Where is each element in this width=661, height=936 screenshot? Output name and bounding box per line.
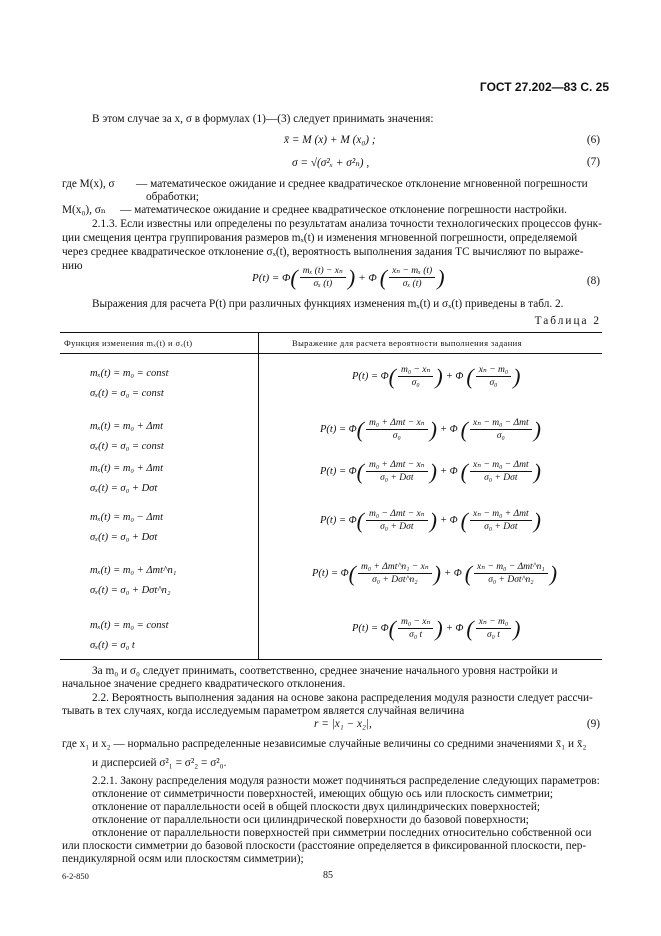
table-row-num2: xₙ − m₀ − Δmt^n₁: [474, 561, 548, 574]
table-row-2-expression: P(t) = Φ ( $\frac{\text{m₀ + Δmt − xₙ}}{\text{σ₀}}$ ) + Φ ( $\frac{\text{xₙ − m₀ − Δmt}}{\text{σ₀}}$ ): [320, 416, 541, 442]
para-2-1-3-line2: ции смещения центра группирования размеров mₓ(t) и изменения мгновенной погрешности, определяемой: [62, 232, 578, 244]
table-row-6-sigma-function: σₓ(t) = σ₀ t: [90, 640, 135, 651]
table-row-num2: xₙ − m₀: [476, 616, 511, 629]
table-row-num1: m₀ − xₙ: [398, 364, 433, 377]
table-row-num1: m₀ + Δmt − xₙ: [366, 417, 428, 430]
para-after-9-line2: и дисперсией σ²₁ = σ²₂ = σ²₀.: [92, 757, 227, 769]
table-row-num1: m₀ − xₙ: [398, 616, 433, 629]
after-table-line2: начальное значение среднего квадратического отклонения.: [62, 678, 346, 690]
table-row-den2: σ₀ + Dσt: [484, 473, 518, 483]
table-row-4-sigma-function: σₓ(t) = σ₀ + Dσt: [90, 532, 158, 543]
intro-text: В этом случае за x, σ в формулах (1)—(3) следует принимать значения:: [92, 113, 434, 125]
table-row-4-m-function: mₓ(t) = m₀ − Δmt: [90, 512, 164, 523]
table-row-p-lhs: P(t) = Φ: [312, 568, 349, 579]
para-2-2-1-line6: или плоскости симметрии до базовой плоскости (расстояние определяется в фиксированной плоскости, пер-: [62, 840, 587, 852]
para-2-1-3-line4: нию: [62, 260, 83, 272]
table-row-2-m-function: mₓ(t) = m₀ + Δmt: [90, 421, 164, 432]
formula-8-lhs: P(t) = Φ: [252, 271, 291, 284]
table-row-plus: + Φ: [439, 466, 458, 477]
table-row-den1: σ₀: [411, 378, 420, 388]
table-row-4-expression: P(t) = Φ ( $\frac{\text{m₀ − Δmt − xₙ}}{\text{σ₀ + Dσt}}$ ) + Φ ( $\frac{\text{xₙ − m₀ + Δmt}}{\text{σ₀ + Dσt}}$ ): [320, 507, 541, 533]
table-row-den2: σ₀ t: [486, 630, 500, 640]
para-2-2-line2: тывать в тех случаях, когда исследуемым параметром является случайная величина: [62, 705, 465, 717]
table-row-p-lhs: P(t) = Φ: [320, 466, 357, 477]
table-bottom-border: [60, 659, 602, 660]
table-row-5-sigma-function: σₓ(t) = σ₀ + Dσt^n₂: [90, 585, 171, 596]
table-header-border: [60, 353, 602, 354]
table-caption: Таблица 2: [534, 315, 601, 327]
page-header: ГОСТ 27.202—83 С. 25: [479, 80, 609, 94]
formula-8-den1: σₓ (t): [313, 279, 333, 289]
formula-8: P(t) = Φ ( $\frac{\text{mₓ (t) − xₙ}}{\text{σₓ (t)}}$ ) + Φ ( $\frac{\text{xₙ − mₓ (t)}}{\text{σₓ (t)}}$ ): [252, 264, 445, 290]
table-row-6-expression: P(t) = Φ ( $\frac{\text{m₀ − xₙ}}{\text{σ₀ t}}$ ) + Φ ( $\frac{\text{xₙ − m₀}}{\text{σ₀ t}}$ ): [352, 615, 521, 641]
table-row-den2: σ₀: [489, 378, 498, 388]
after-table-line1: За m₀ и σ₀ следует принимать, соответственно, среднее значение начального уровня настройки и: [92, 665, 558, 677]
formula-8-plus: + Φ: [358, 271, 377, 284]
table-row-den1: σ₀ + Dσt: [380, 473, 414, 483]
table-row-num1: m₀ + Δmt − xₙ: [366, 459, 428, 472]
formula-8-num1: mₓ (t) − xₙ: [300, 265, 346, 278]
table-row-den1: σ₀ + Dσt: [380, 522, 414, 532]
table-row-den2: σ₀ + Dσt: [484, 522, 518, 532]
para-2-2-line1: 2.2. Вероятность выполнения задания на основе закона распределения модуля разности следует рассчи-: [92, 692, 593, 704]
para-2-2-1-line5: отклонение от параллельности поверхностей при симметрии последних относительно собственной оси: [92, 827, 592, 839]
table-row-5-expression: P(t) = Φ ( $\frac{\text{m₀ + Δmt\textasciicircum{}n₁ − xₙ}}{\text{σ₀ + Dσt\textasciicircum{}n₂}}$ ) + Φ ( $\frac{\text{xₙ − m₀ − Δmt\textasciicircum{}n₁}}{\text{σ₀ + Dσt\textasciicircum{}n₂}}$ ): [312, 560, 558, 586]
table-row-num2: xₙ − m₀ + Δmt: [470, 508, 532, 521]
para-after-9-line1: где x₁ и x₂ — нормально распределенные независимые случайные величины со средними значениями x̄₁ и x̄₂: [62, 738, 587, 750]
table-row-p-lhs: P(t) = Φ: [352, 371, 389, 382]
para-2-2-1-line4: отклонение от параллельности оси цилиндрической поверхности до базовой поверхности;: [92, 814, 529, 826]
formula-7: σ = √(σ²ₓ + σ²ₙ) ,: [292, 157, 370, 169]
para-2-1-3-line1: 2.1.3. Если известны или определены по результатам анализа точности технологических процессов функ-: [92, 218, 602, 230]
table-row-den2: σ₀ + Dσt^n₂: [488, 575, 534, 585]
table-col2-header: Выражение для расчета вероятности выполнения задания: [292, 338, 522, 348]
table-row-3-expression: P(t) = Φ ( $\frac{\text{m₀ + Δmt − xₙ}}{\text{σ₀ + Dσt}}$ ) + Φ ( $\frac{\text{xₙ − m₀ − Δmt}}{\text{σ₀ + Dσt}}$ ): [320, 458, 541, 484]
formula-6-number: (6): [586, 134, 600, 146]
para-2-2-1-line7: пендикулярной осям или плоскостям симметрии);: [62, 853, 304, 865]
table-row-1-expression: P(t) = Φ ( $\frac{\text{m₀ − xₙ}}{\text{σ₀}}$ ) + Φ ( $\frac{\text{xₙ − m₀}}{\text{σ₀}}$ ): [352, 363, 521, 389]
table-row-p-lhs: P(t) = Φ: [320, 515, 357, 526]
table-row-2-sigma-function: σₓ(t) = σ₀ = const: [90, 441, 164, 452]
table-row-5-m-function: mₓ(t) = m₀ + Δmt^n₁: [90, 565, 177, 576]
table-row-plus: + Φ: [445, 623, 464, 634]
table-row-plus: + Φ: [445, 371, 464, 382]
table-row-p-lhs: P(t) = Φ: [320, 424, 357, 435]
definition-1-text: — математическое ожидание и среднее квадратическое отклонение мгновенной погрешности: [136, 178, 588, 190]
table-row-den1: σ₀ t: [409, 630, 423, 640]
definition-2-text: — математическое ожидание и среднее квадратическое отклонение погрешности настройки.: [120, 204, 567, 216]
table-top-border: [60, 332, 602, 333]
page-number: 85: [323, 870, 333, 881]
table-row-p-lhs: P(t) = Φ: [352, 623, 389, 634]
formula-8-den2: σₓ (t): [402, 279, 422, 289]
table-column-divider: [258, 332, 259, 659]
table-row-num1: m₀ − Δmt − xₙ: [366, 508, 428, 521]
formula-8-num2: xₙ − mₓ (t): [389, 265, 435, 278]
table-row-6-m-function: mₓ(t) = m₀ = const: [90, 620, 169, 631]
table-row-plus: + Φ: [444, 568, 462, 579]
footer-code: 6-2-850: [62, 871, 89, 881]
formula-7-number: (7): [586, 156, 600, 168]
table-row-3-sigma-function: σₓ(t) = σ₀ + Dσt: [90, 483, 158, 494]
table-row-1-sigma-function: σₓ(t) = σ₀ = const: [90, 388, 164, 399]
table-row-num2: xₙ − m₀ − Δmt: [470, 459, 532, 472]
formula-8-number: (8): [586, 275, 600, 287]
formula-9-number: (9): [586, 718, 600, 730]
para-2-2-1-line2: отклонение от симметричности поверхностей, имеющих общую ось или плоскость симметрии;: [92, 788, 554, 800]
para-2-1-3-line3: через среднее квадратическое отклонение σₓ(t), вероятность выполнения задания ТС вычисляют по выраже-: [62, 246, 584, 258]
definition-2-symbol: M(x₀), σₙ: [62, 204, 106, 216]
definition-1-cont: обработки;: [146, 191, 199, 203]
table-row-3-m-function: mₓ(t) = m₀ + Δmt: [90, 463, 164, 474]
definition-1-symbol: где M(x), σ: [62, 178, 115, 190]
table-row-num1: m₀ + Δmt^n₁ − xₙ: [358, 561, 432, 574]
formula-9: r = |x₁ − x₂|,: [314, 718, 372, 730]
table-row-plus: + Φ: [439, 515, 458, 526]
para-2-2-1-line3: отклонение от параллельности осей в общей плоскости двух цилиндрических поверхностей;: [92, 801, 541, 813]
formula-6: x̄ = M (x) + M (x₀) ;: [284, 134, 376, 146]
table-intro: Выражения для расчета P(t) при различных функциях изменения mₓ(t) и σₓ(t) приведены в табл. 2.: [92, 298, 564, 310]
table-col1-header: Функция изменения mₓ(t) и σₓ(t): [64, 338, 193, 348]
table-row-den1: σ₀ + Dσt^n₂: [372, 575, 418, 585]
table-row-num2: xₙ − m₀ − Δmt: [470, 417, 532, 430]
para-2-2-1-line1: 2.2.1. Закону распределения модуля разности может подчиняться распределение следующих параметров:: [92, 775, 600, 787]
table-row-den2: σ₀: [496, 431, 505, 441]
table-row-num2: xₙ − m₀: [476, 364, 511, 377]
table-row-den1: σ₀: [392, 431, 401, 441]
table-row-plus: + Φ: [439, 424, 458, 435]
table-row-1-m-function: mₓ(t) = m₀ = const: [90, 368, 169, 379]
